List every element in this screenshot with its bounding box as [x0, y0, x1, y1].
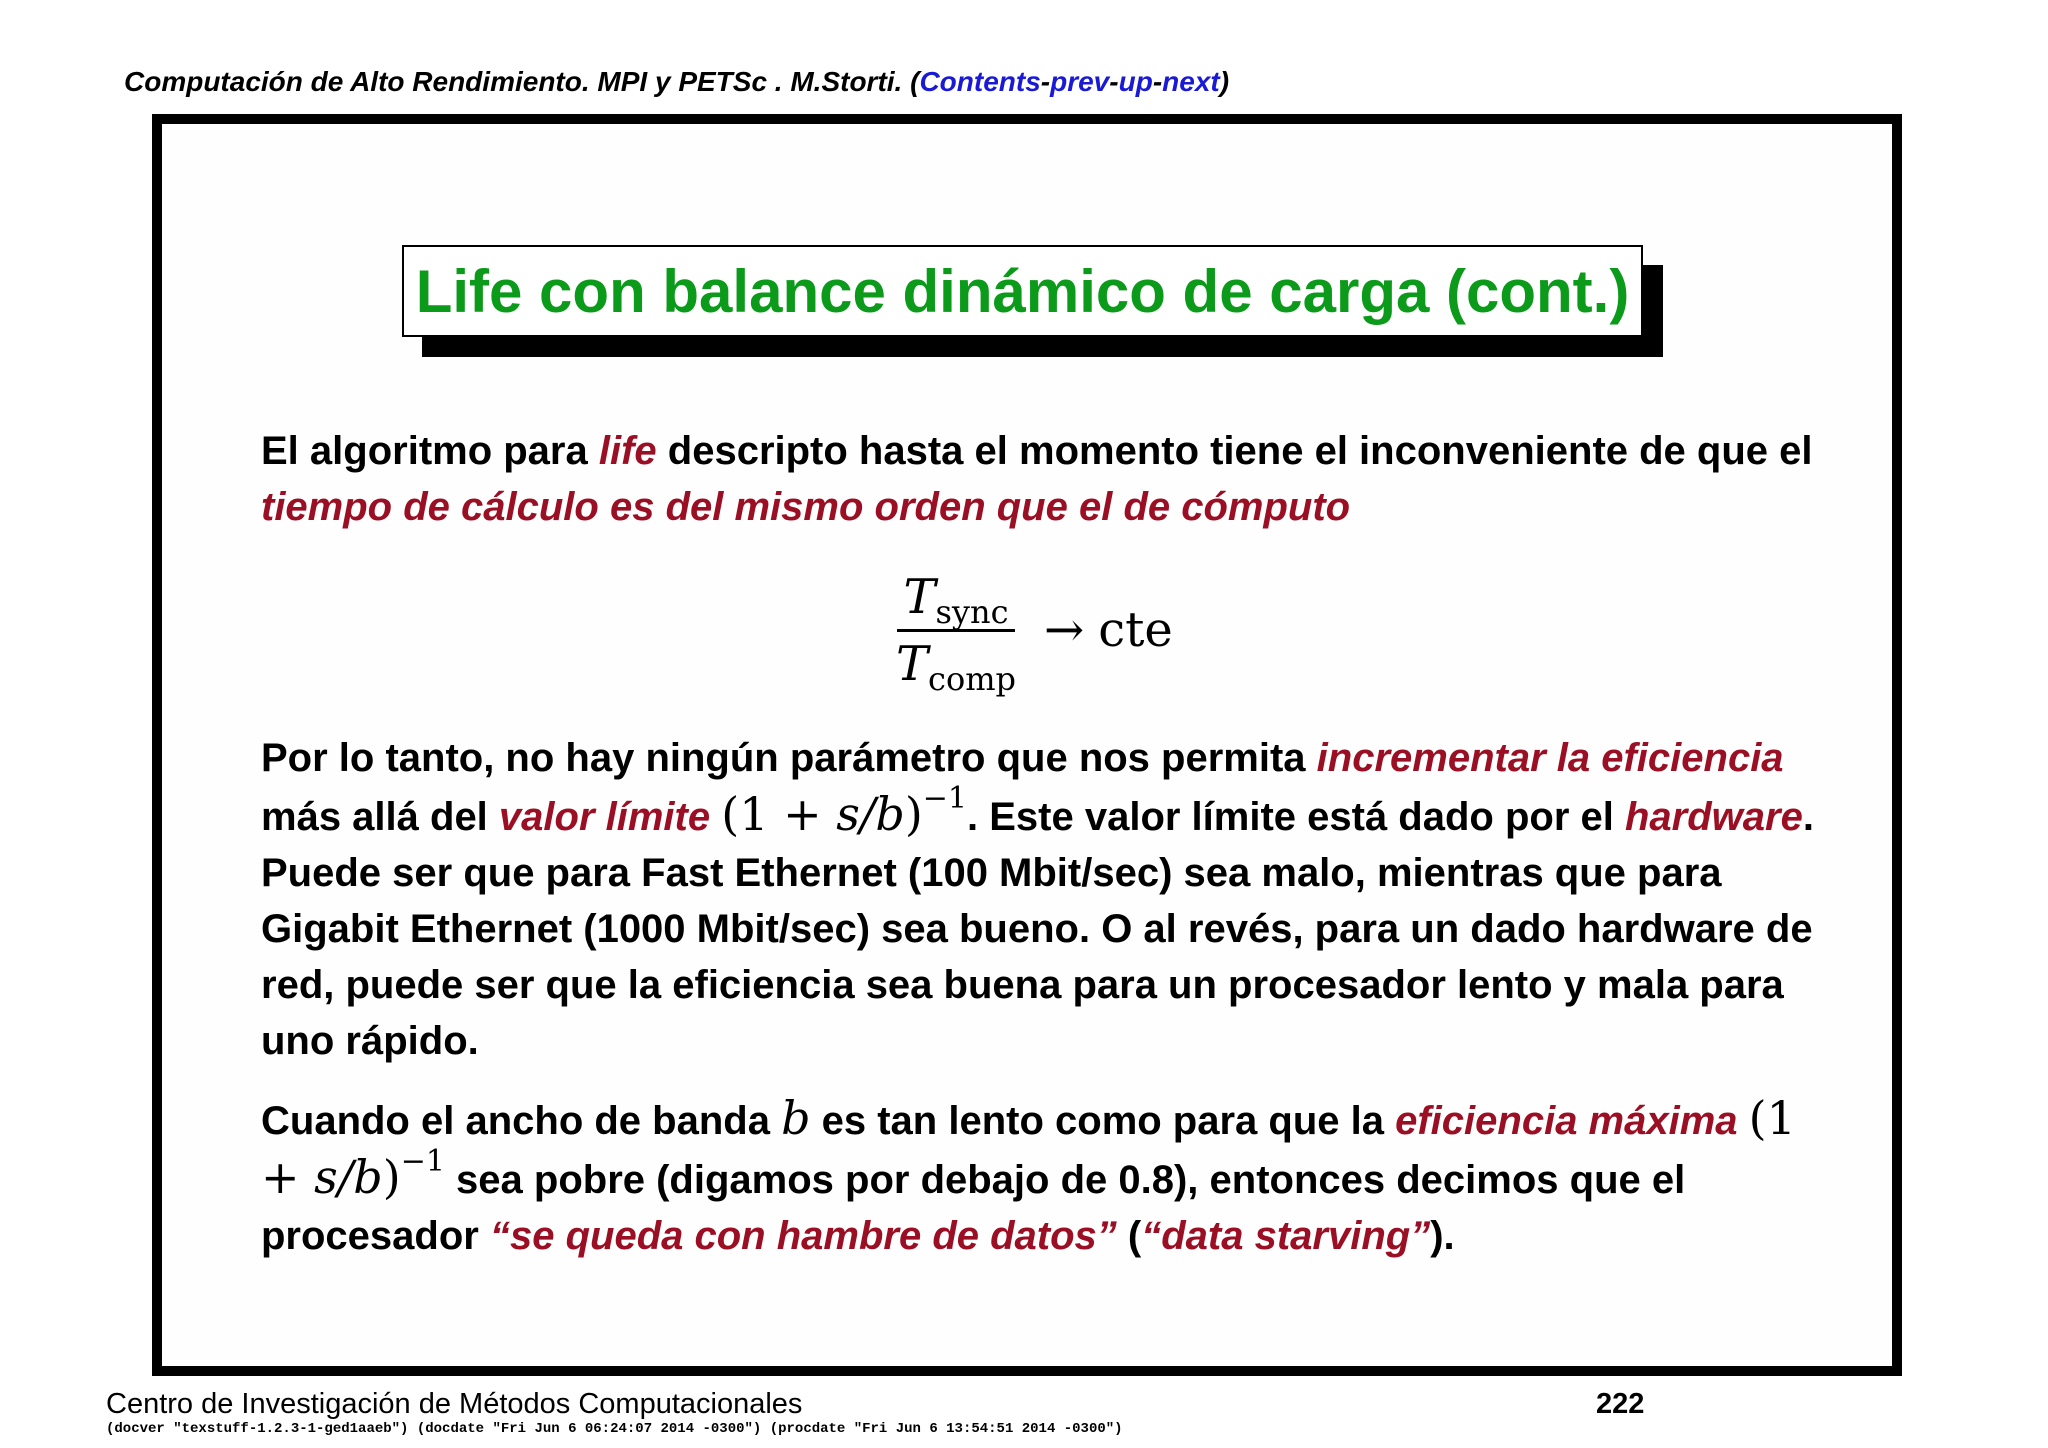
- math-subscript: sync: [935, 592, 1009, 631]
- running-header: [124, 66, 1229, 98]
- paragraph-text: descripto hasta el momento tiene el inconveniente de que el: [656, 429, 1813, 473]
- paragraph-text: (: [1116, 1214, 1142, 1258]
- nav-separator: -: [1040, 66, 1051, 97]
- footer-metadata: (docver "texstuff-1.2.3-1-ged1aaeb") (docdate "Fri Jun 6 06:24:07 2014 -0300") (procdate "Fri Jun 6 13:54:51 2014 -0300"): [106, 1421, 1123, 1437]
- paragraph-text: . Puede ser que para Fast Ethernet (100 Mbit/sec) sea malo, mientras que para Gigabit Ethernet (1000 Mbit/sec) sea bueno. O al revés, para un dado hardware de red, puede ser que la eficiencia sea buena para un procesador lento y mala para uno rápido.: [261, 795, 1814, 1063]
- math-variable: T: [896, 635, 929, 692]
- math-variable: T: [903, 568, 936, 625]
- nav-up-link[interactable]: up: [1118, 66, 1153, 97]
- paragraph-text: Cuando el ancho de banda: [261, 1099, 782, 1143]
- highlight-text: eficiencia máxima: [1395, 1099, 1738, 1143]
- inline-math: [721, 781, 967, 841]
- math-part: ): [904, 787, 923, 841]
- arrow-symbol: →: [1044, 602, 1085, 658]
- highlight-text: “se queda con hambre de datos”: [489, 1214, 1117, 1258]
- inline-math: [781, 1091, 810, 1145]
- title-frame: [402, 245, 1643, 337]
- sync-comp-formula: [890, 565, 1173, 698]
- paragraph-text: es tan lento como para que la: [810, 1099, 1396, 1143]
- highlight-text: life: [598, 429, 657, 473]
- math-part: (1 +: [721, 787, 837, 841]
- header-close-paren: ): [1219, 66, 1230, 97]
- nav-next-link[interactable]: next: [1162, 66, 1220, 97]
- nav-contents-link[interactable]: Contents: [919, 66, 1041, 97]
- paragraph-text: . Este valor límite está dado por el: [967, 795, 1625, 839]
- fraction: [890, 568, 1022, 698]
- nav-prev-link[interactable]: prev: [1050, 66, 1110, 97]
- highlight-text: hardware: [1625, 795, 1803, 839]
- page-number: 222: [1596, 1388, 1645, 1420]
- highlight-text: tiempo de cálculo es del mismo orden que el de cómputo: [261, 485, 1351, 529]
- formula-rhs: cte: [1098, 602, 1173, 658]
- header-text: Computación de Alto Rendimiento. MPI y PETSc . M.Storti. (: [124, 66, 920, 97]
- math-variable: b: [781, 1091, 811, 1145]
- highlight-text: “data starving”: [1141, 1214, 1431, 1258]
- math-variable: s/b: [836, 787, 905, 841]
- paragraph-text: sea pobre (digamos por debajo de 0.8), entonces decimos que el procesador: [261, 1158, 1686, 1258]
- highlight-text: incrementar la eficiencia: [1316, 736, 1784, 780]
- fraction-denominator: [890, 632, 1022, 698]
- slide-title: Life con balance dinámico de carga (cont.): [415, 257, 1630, 325]
- paragraph-text: más allá del: [261, 795, 499, 839]
- paragraph-3: [261, 1090, 1821, 1264]
- highlight-text: valor límite: [498, 795, 711, 839]
- math-variable: s/b: [314, 1150, 383, 1204]
- paragraph-2: [261, 730, 1821, 1069]
- math-part: ): [382, 1150, 401, 1204]
- paragraph-text: El algoritmo para: [261, 429, 599, 473]
- fraction-numerator: [897, 569, 1014, 632]
- math-exponent: −1: [922, 781, 967, 816]
- math-part: (1 +: [261, 1091, 1796, 1204]
- paragraph-text: ).: [1430, 1214, 1455, 1258]
- slide-title-box: [402, 245, 1643, 337]
- paragraph-text: Por lo tanto, no hay ningún parámetro que nos permita: [261, 736, 1317, 780]
- nav-separator: -: [1152, 66, 1163, 97]
- nav-separator: -: [1109, 66, 1119, 97]
- footer-institution: Centro de Investigación de Métodos Computacionales: [106, 1388, 803, 1420]
- paragraph-1: [261, 423, 1821, 535]
- math-subscript: comp: [928, 659, 1017, 698]
- math-exponent: −1: [400, 1144, 445, 1179]
